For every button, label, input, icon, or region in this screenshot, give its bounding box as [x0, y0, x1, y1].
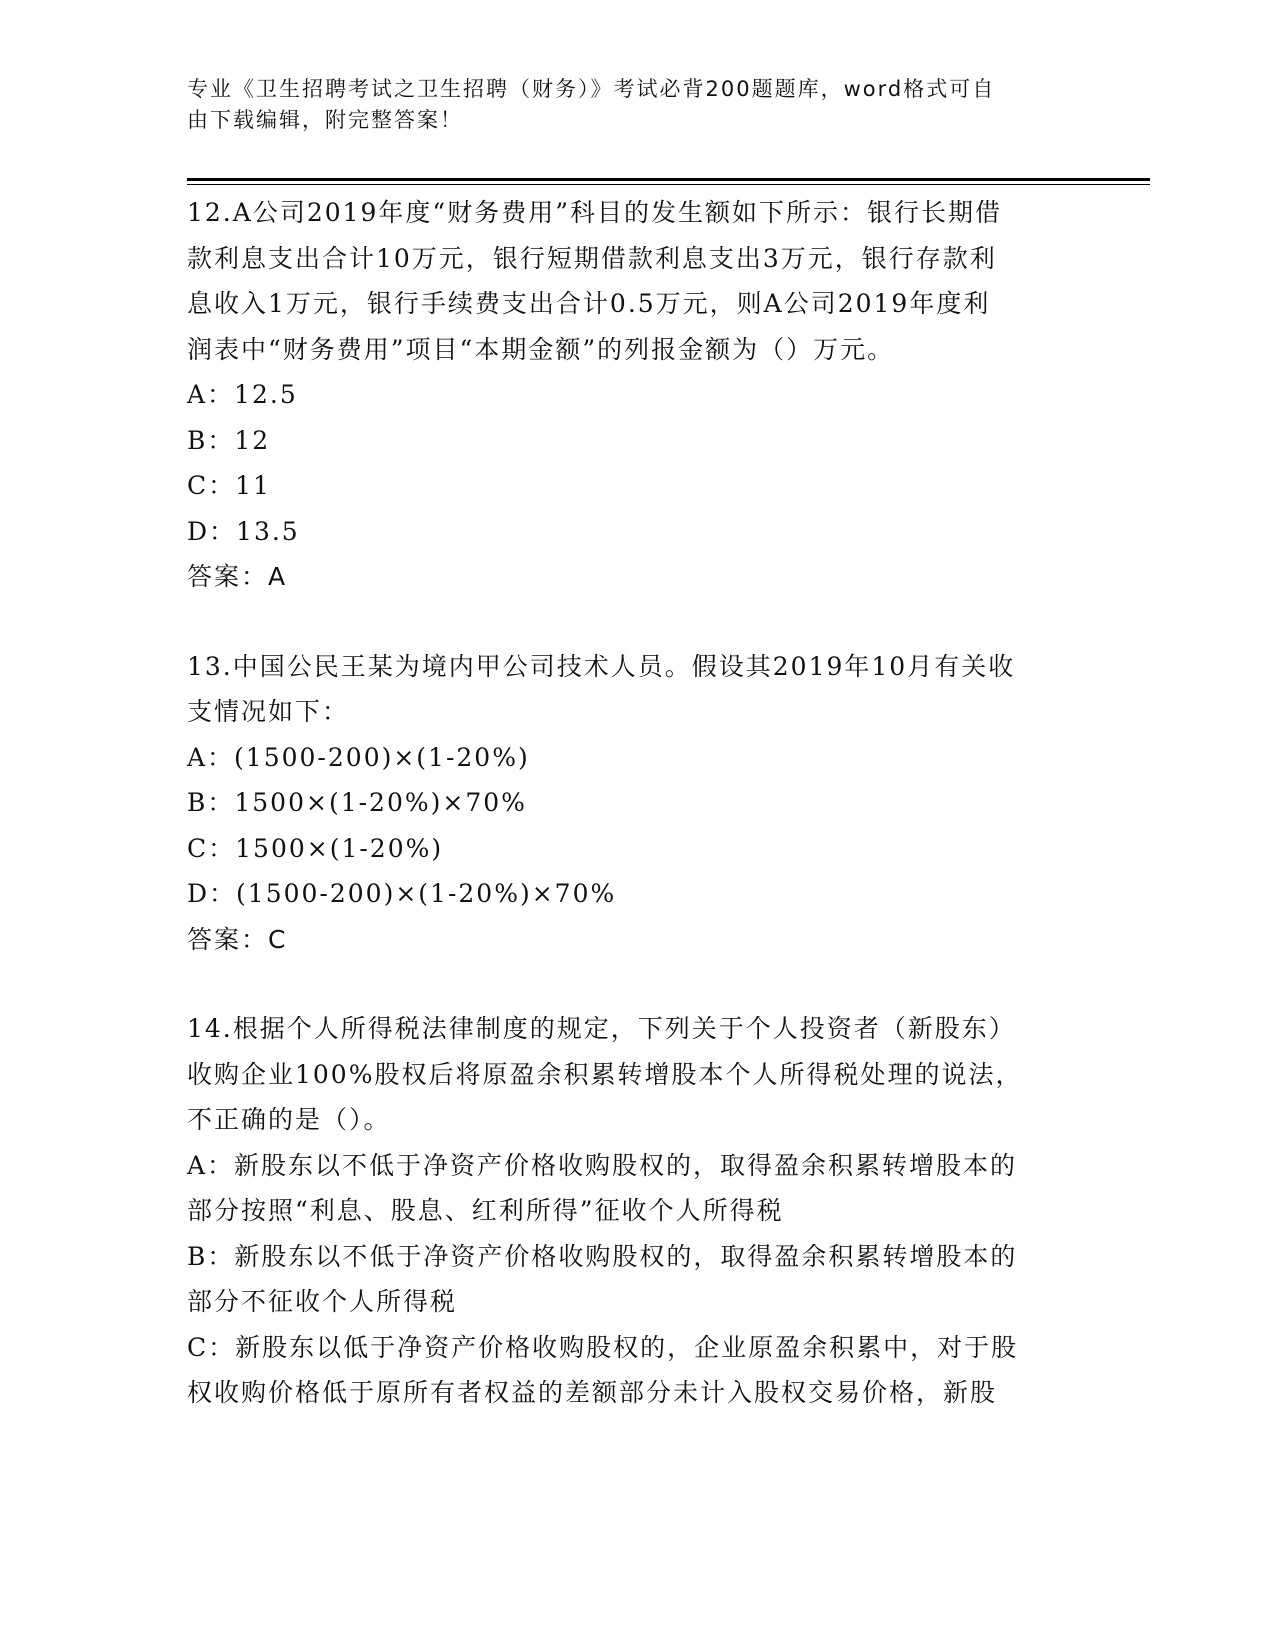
question-12-option-b: B：12: [187, 425, 271, 455]
question-12-stem-line: 息收入1万元，银行手续费支出合计0.5万元，则A公司2019年度利: [187, 289, 991, 318]
question-14-option-c-cont: 权收购价格低于原所有者权益的差额部分未计入股权交易价格，新股: [187, 1378, 998, 1407]
question-13-stem-line: 支情况如下：: [187, 697, 350, 726]
question-14-option-a: A：新股东以不低于净资产价格收购股权的，取得盈余积累转增股本的: [187, 1150, 1018, 1180]
question-12-option-d: D：13.5: [187, 516, 300, 546]
question-12-answer: 答案：A: [187, 562, 288, 591]
question-13: [187, 644, 1077, 963]
question-12-stem-line: 润表中“财务费用”项目“本期金额”的列报金额为（）万元。: [187, 334, 895, 364]
question-14-stem-line: 14.根据个人所得税法律制度的规定，下列关于个人投资者（新股东）: [187, 1014, 1016, 1043]
question-list: [187, 190, 1077, 1416]
header-divider-thin: [187, 184, 1150, 185]
question-spacer: [187, 600, 1077, 644]
question-13-option-b: B：1500×(1-20%)×70%: [187, 788, 527, 817]
question-13-stem-line: 13.中国公民王某为境内甲公司技术人员。假设其2019年10月有关收: [187, 651, 1016, 681]
question-14-option-b-cont: 部分不征收个人所得税: [187, 1287, 458, 1316]
header-line-2: 由下载编辑，附完整答案！: [187, 108, 463, 132]
question-14-option-c: C：新股东以低于净资产价格收购股权的，企业原盈余积累中，对于股: [187, 1332, 1019, 1362]
header-divider-thick: [187, 178, 1150, 181]
question-14-stem-line: 收购企业100%股权后将原盈余积累转增股本个人所得税处理的说法，: [187, 1059, 1023, 1089]
question-12-stem-line: 12.A公司2019年度“财务费用”科目的发生额如下所示：银行长期借: [187, 198, 1002, 227]
header-line-1: 专业《卫生招聘考试之卫生招聘（财务）》考试必背200题题库，word格式可自: [187, 77, 996, 101]
question-13-option-a: A：(1500-200)×(1-20%): [187, 742, 530, 772]
question-14-option-a-cont: 部分按照“利息、股息、红利所得”征收个人所得税: [187, 1196, 784, 1225]
question-14-stem-line: 不正确的是（）。: [187, 1105, 391, 1134]
question-13-option-c: C：1500×(1-20%): [187, 833, 444, 863]
document-header: [187, 74, 1077, 136]
question-12-option-c: C：11: [187, 471, 271, 500]
question-12-option-a: A：12.5: [187, 380, 298, 409]
question-12: [187, 190, 1077, 600]
question-12-stem-line: 款利息支出合计10万元，银行短期借款利息支出3万元，银行存款利: [187, 243, 997, 273]
question-14: [187, 1006, 1077, 1416]
question-13-answer: 答案：C: [187, 924, 288, 954]
question-14-option-b: B：新股东以不低于净资产价格收购股权的，取得盈余积累转增股本的: [187, 1241, 1018, 1271]
question-13-option-d: D：(1500-200)×(1-20%)×70%: [187, 879, 617, 908]
question-spacer: [187, 962, 1077, 1006]
